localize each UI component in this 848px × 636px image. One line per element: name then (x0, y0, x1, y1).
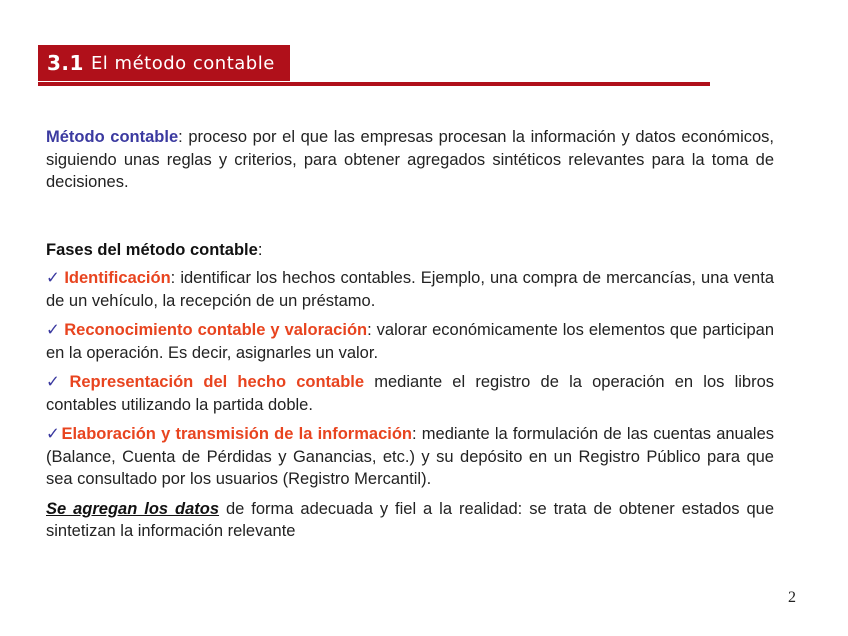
conclusion-text: de forma adecuada y fiel a la realidad: se trata de obtener estados que sintetizan la información relevante (46, 499, 774, 540)
phases-heading-text: Fases del método contable (46, 240, 258, 259)
phases-heading (46, 239, 774, 262)
check-icon: ✓ (46, 373, 66, 391)
phase-term: Reconocimiento contable y valoración (64, 321, 368, 339)
conclusion-paragraph (46, 498, 774, 543)
check-icon: ✓ (46, 269, 61, 287)
slide-title (38, 45, 290, 81)
phase-text: : identificar los hechos contables. Ejemplo, una compra de mercancías, una venta de un vehículo, la recepción de un préstamo. (46, 269, 774, 310)
phase-text: : valorar económicamente los elementos que participan en la operación. Es decir, asignarles un valor. (46, 321, 774, 362)
slide-content (46, 126, 774, 543)
definition-paragraph (46, 126, 774, 194)
phase-text: mediante el registro de la operación en los libros contables utilizando la partida doble. (46, 373, 774, 414)
phase-item-reconocimiento (46, 319, 774, 364)
phase-item-elaboracion (46, 423, 774, 491)
phase-item-identificacion (46, 267, 774, 312)
check-icon: ✓ (46, 321, 61, 339)
conclusion-term: Se agregan los datos (46, 499, 220, 518)
definition-term: Método contable (46, 128, 179, 146)
page-number: 2 (788, 589, 796, 606)
title-text: El método contable (90, 52, 275, 74)
check-icon: ✓ (46, 425, 61, 443)
title-number: 3.1 (47, 51, 84, 75)
definition-text: : proceso por el que las empresas procesan la información y datos económicos, siguiendo unas reglas y criterios, para obtener agregados sintéticos relevantes para la toma de decisiones. (46, 128, 774, 191)
title-underline (38, 82, 710, 86)
phase-text: : mediante la formulación de las cuentas anuales (Balance, Cuenta de Pérdidas y Ganancias, etc.) y su depósito en un Registro Público para que sea consultado por los usuarios (Registro Mercantil). (46, 425, 774, 488)
phase-term: Elaboración y transmisión de la información (61, 425, 412, 443)
phase-item-representacion (46, 371, 774, 416)
phase-term: Identificación (64, 269, 171, 287)
phases-heading-colon: : (257, 240, 263, 259)
phase-term: Representación del hecho contable (69, 373, 365, 391)
